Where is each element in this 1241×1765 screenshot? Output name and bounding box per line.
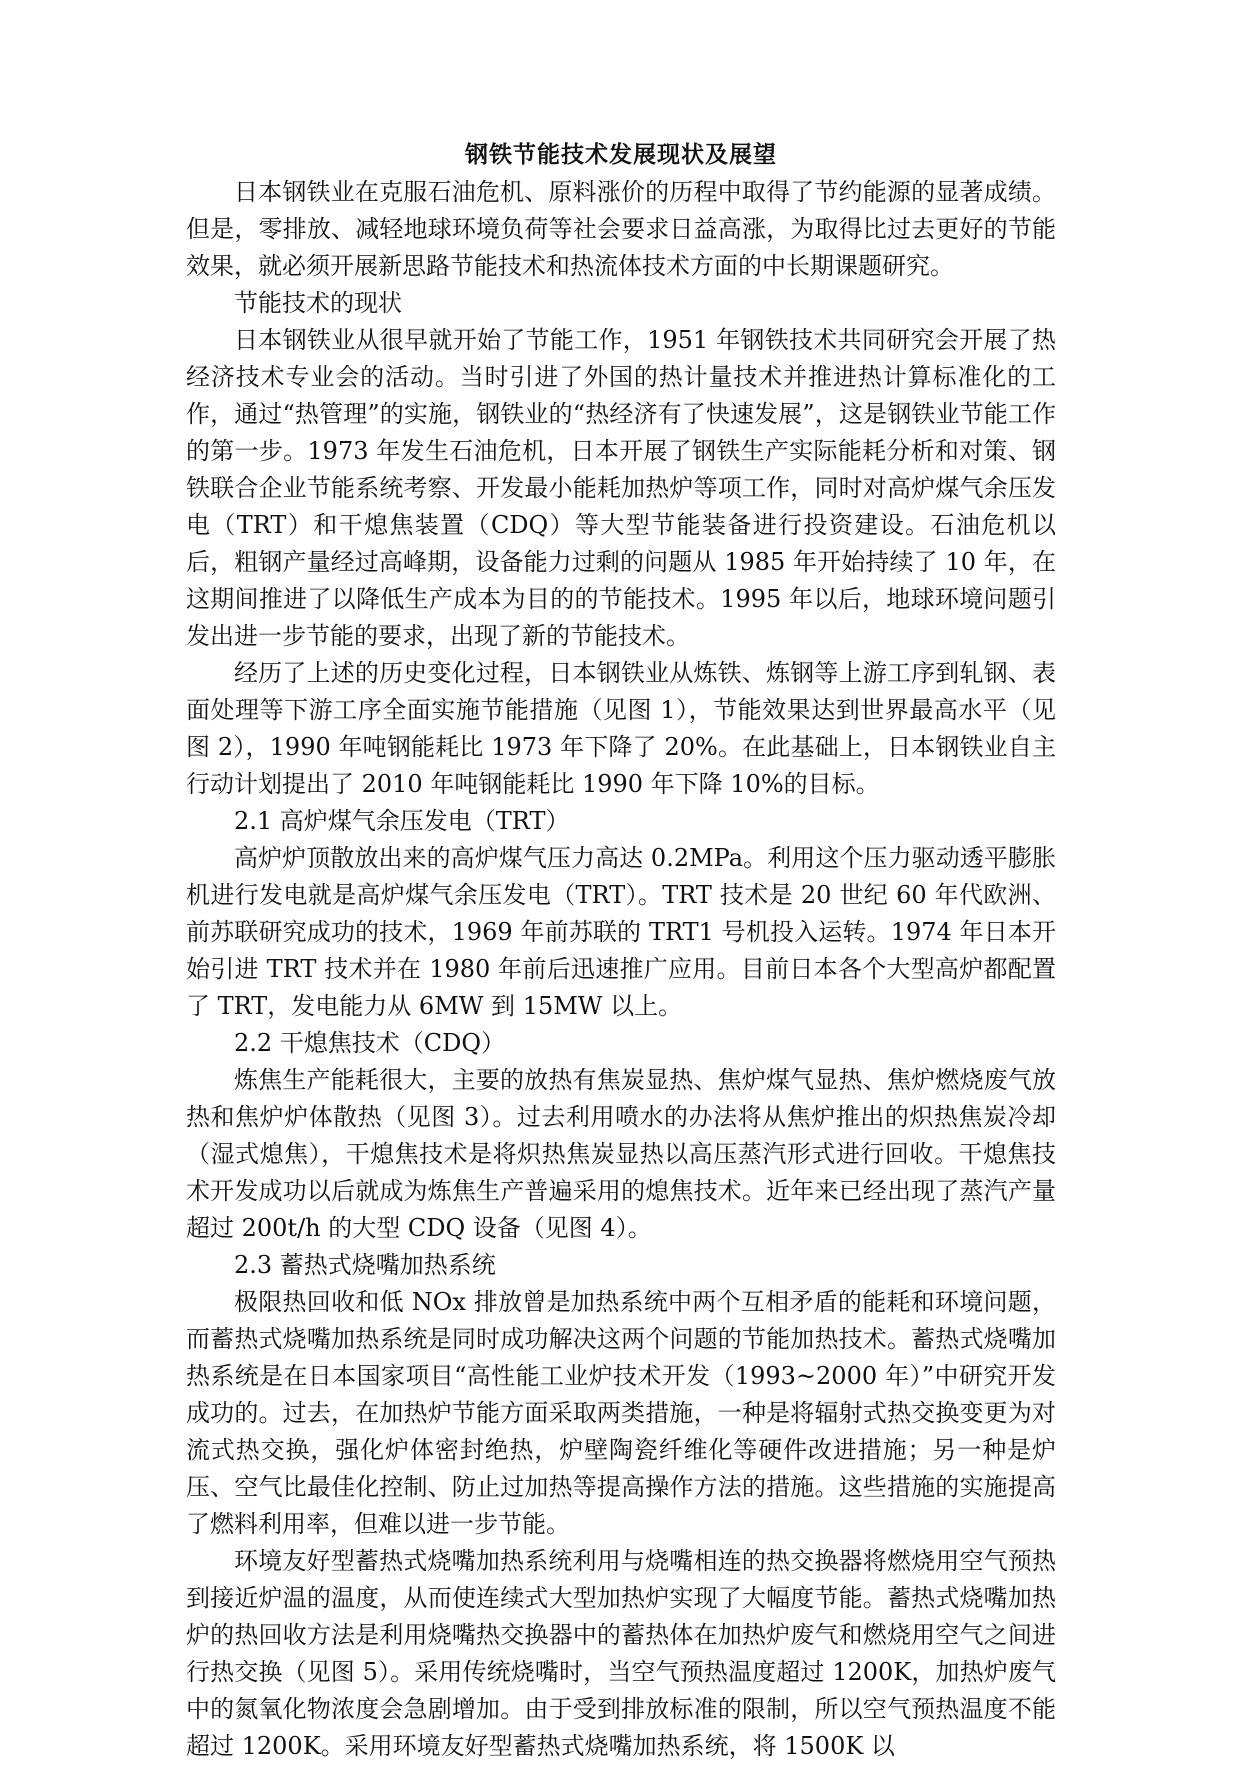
section-heading-trt: 2.1 高炉煤气余压发电（TRT） [234,807,570,835]
paragraph-intro: 日本钢铁业在克服石油危机、原料涨价的历程中取得了节约能源的显著成绩。但是，零排放、减轻地球环境负荷等社会要求日益高涨，为取得比过去更好的节能效果，就必须开展新思路节能技术和热流体技术方面的中长期课题研究。 [186,178,1056,280]
document-page [186,138,1056,1765]
paragraph-cdq: 炼焦生产能耗很大，主要的放热有焦炭显热、焦炉煤气显热、焦炉燃烧废气放热和焦炉炉体散热（见图 3）。过去利用喷水的办法将从焦炉推出的炽热焦炭冷却（湿式熄焦），干熄焦技术是将炽热焦炭显热以高压蒸汽形式进行回收。干熄焦技术开发成功以后就成为炼焦生产普遍采用的熄焦技术。近年来已经出现了蒸汽产量超过 200t/h 的大型 CDQ 设备（见图 4）。 [186,1066,1056,1242]
paragraph-regenerative-burner-2: 环境友好型蓄热式烧嘴加热系统利用与烧嘴相连的热交换器将燃烧用空气预热到接近炉温的温度，从而使连续式大型加热炉实现了大幅度节能。蓄热式烧嘴加热炉的热回收方法是利用烧嘴热交换器中的蓄热体在加热炉废气和燃烧用空气之间进行热交换（见图 5）。采用传统烧嘴时，当空气预热温度超过 1200K，加热炉废气中的氮氧化物浓度会急剧增加。由于受到排放标准的限制，所以空气预热温度不能超过 1200K。采用环境友好型蓄热式烧嘴加热系统，将 1500K 以 [186,1547,1056,1760]
section-heading-cdq: 2.2 干熄焦技术（CDQ） [234,1029,506,1057]
section-heading-status: 节能技术的现状 [234,289,402,317]
paragraph-regenerative-burner-1: 极限热回收和低 NOx 排放曾是加热系统中两个互相矛盾的能耗和环境问题，而蓄热式烧嘴加热系统是同时成功解决这两个问题的节能加热技术。蓄热式烧嘴加热系统是在日本国家项目“高性能工业炉技术开发（1993~2000 年）”中研究开发成功的。过去，在加热炉节能方面采取两类措施，一种是将辐射式热交换变更为对流式热交换，强化炉体密封绝热，炉壁陶瓷纤维化等硬件改进措施；另一种是炉压、空气比最佳化控制、防止过加热等提高操作方法的措施。这些措施的实施提高了燃料利用率，但难以进一步节能。 [186,1288,1056,1538]
paragraph-achievements: 经历了上述的历史变化过程，日本钢铁业从炼铁、炼钢等上游工序到轧钢、表面处理等下游工序全面实施节能措施（见图 1），节能效果达到世界最高水平（见图 2），1990 年吨钢能耗比 1973 年下降了 20%。在此基础上，日本钢铁业自主行动计划提出了 2010 年吨钢能耗比 1990 年下降 10%的目标。 [186,659,1056,798]
document-title: 钢铁节能技术发展现状及展望 [465,141,777,168]
section-heading-regenerative-burner: 2.3 蓄热式烧嘴加热系统 [234,1251,496,1279]
paragraph-trt: 高炉炉顶散放出来的高炉煤气压力高达 0.2MPa。利用这个压力驱动透平膨胀机进行发电就是高炉煤气余压发电（TRT）。TRT 技术是 20 世纪 60 年代欧洲、前苏联研究成功的技术，1969 年前苏联的 TRT1 号机投入运转。1974 年日本开始引进 TRT 技术并在 1980 年前后迅速推广应用。目前日本各个大型高炉都配置了 TRT，发电能力从 6MW 到 15MW 以上。 [186,844,1056,1020]
paragraph-history: 日本钢铁业从很早就开始了节能工作，1951 年钢铁技术共同研究会开展了热经济技术专业会的活动。当时引进了外国的热计量技术并推进热计算标准化的工作，通过“热管理”的实施，钢铁业的“热经济有了快速发展”，这是钢铁业节能工作的第一步。1973 年发生石油危机，日本开展了钢铁生产实际能耗分析和对策、钢铁联合企业节能系统考察、开发最小能耗加热炉等项工作，同时对高炉煤气余压发电（TRT）和干熄焦装置（CDQ）等大型节能装备进行投资建设。石油危机以后，粗钢产量经过高峰期，设备能力过剩的问题从 1985 年开始持续了 10 年，在这期间推进了以降低生产成本为目的的节能技术。1995 年以后，地球环境问题引发出进一步节能的要求，出现了新的节能技术。 [186,326,1056,650]
